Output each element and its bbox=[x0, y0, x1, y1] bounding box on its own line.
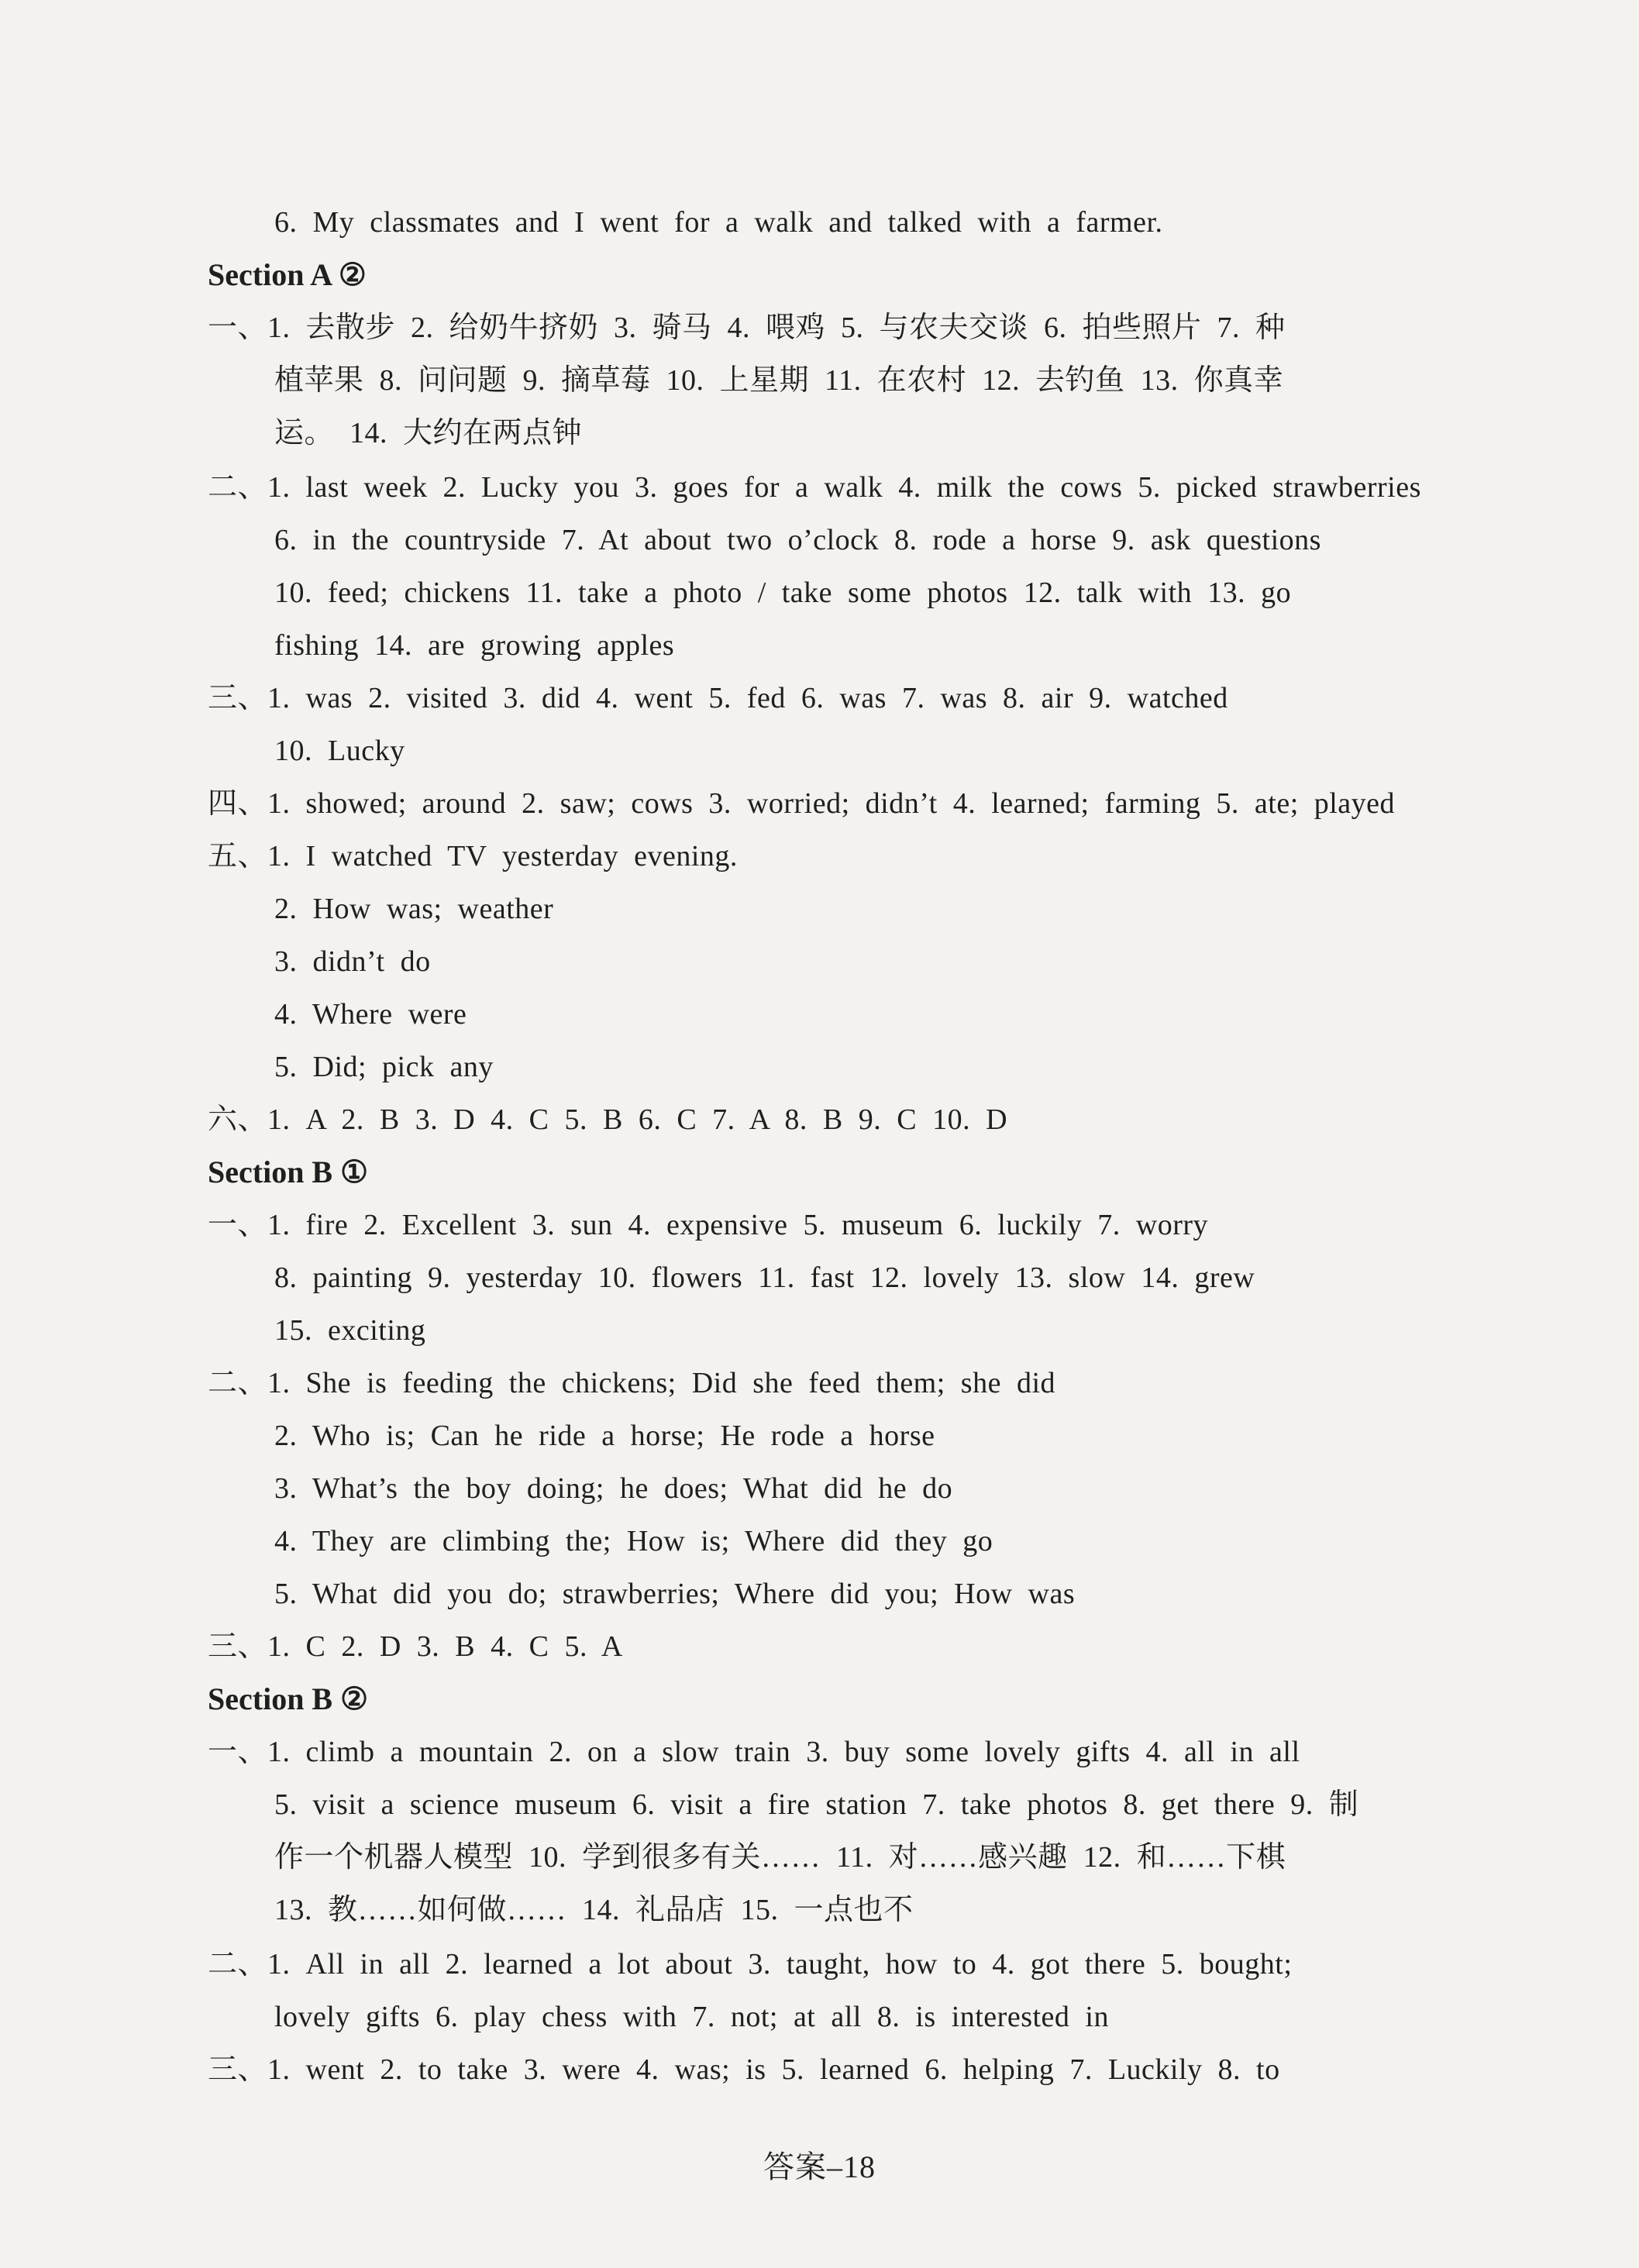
text-line: 六、1. A 2. B 3. D 4. C 5. B 6. C 7. A 8. B 9. C 10. D bbox=[208, 1103, 1008, 1136]
text-line: 一、1. climb a mountain 2. on a slow train 3. buy some lovely gifts 4. all in all bbox=[208, 1736, 1300, 1768]
text-line: 5. visit a science museum 6. visit a fire station 7. take photos 8. get there 9. 制 bbox=[274, 1788, 1359, 1821]
text-line: fishing 14. are growing apples bbox=[274, 629, 675, 662]
text-line: 5. What did you do; strawberries; Where did you; How was bbox=[274, 1578, 1076, 1610]
text-line: 运。 14. 大约在两点钟 bbox=[274, 417, 583, 449]
text-line: 10. feed; chickens 11. take a photo / take some photos 12. talk with 13. go bbox=[274, 576, 1292, 609]
text-line: lovely gifts 6. play chess with 7. not; at all 8. is interested in bbox=[274, 2001, 1109, 2033]
section-heading: Section B ② bbox=[208, 1681, 368, 1716]
text-line: 五、1. I watched TV yesterday evening. bbox=[208, 840, 738, 872]
text-line: 二、1. She is feeding the chickens; Did she feed them; she did bbox=[208, 1367, 1056, 1399]
text-line: 3. didn’t do bbox=[274, 945, 431, 978]
text-line: 二、1. All in all 2. learned a lot about 3. taught, how to 4. got there 5. bought; bbox=[208, 1948, 1293, 1981]
text-line: 四、1. showed; around 2. saw; cows 3. worried; didn’t 4. learned; farming 5. ate; played bbox=[208, 787, 1396, 820]
text-line: 三、1. was 2. visited 3. did 4. went 5. fed 6. was 7. was 8. air 9. watched bbox=[208, 682, 1228, 714]
text-line: 15. exciting bbox=[274, 1314, 426, 1347]
text-line: 8. painting 9. yesterday 10. flowers 11. fast 12. lovely 13. slow 14. grew bbox=[274, 1261, 1255, 1294]
text-line: 三、1. C 2. D 3. B 4. C 5. A bbox=[208, 1630, 623, 1663]
text-line: 13. 教……如何做…… 14. 礼品店 15. 一点也不 bbox=[274, 1894, 914, 1926]
section-heading: Section A ② bbox=[208, 257, 367, 292]
text-line: 6. My classmates and I went for a walk and talked with a farmer. bbox=[274, 206, 1163, 239]
text-line: 作一个机器人模型 10. 学到很多有关…… 11. 对……感兴趣 12. 和……下棋 bbox=[274, 1841, 1286, 1874]
text-line: 三、1. went 2. to take 3. were 4. was; is 5. learned 6. helping 7. Luckily 8. to bbox=[208, 2053, 1280, 2086]
text-line: 4. Where were bbox=[274, 998, 467, 1031]
text-line: 6. in the countryside 7. At about two o’clock 8. rode a horse 9. ask questions bbox=[274, 524, 1321, 556]
text-line: 3. What’s the boy doing; he does; What did he do bbox=[274, 1472, 953, 1505]
text-line: 一、1. 去散步 2. 给奶牛挤奶 3. 骑马 4. 喂鸡 5. 与农夫交谈 6. 拍些照片 7. 种 bbox=[208, 311, 1286, 344]
page-number: 答案–18 bbox=[763, 2149, 876, 2184]
text-line: 10. Lucky bbox=[274, 735, 405, 767]
text-line: 4. They are climbing the; How is; Where did they go bbox=[274, 1525, 993, 1557]
text-line: 植苹果 8. 问问题 9. 摘草莓 10. 上星期 11. 在农村 12. 去钓鱼 13. 你真幸 bbox=[274, 364, 1284, 397]
text-line: 2. How was; weather bbox=[274, 893, 554, 925]
text-line: 二、1. last week 2. Lucky you 3. goes for a walk 4. milk the cows 5. picked strawberries bbox=[208, 471, 1421, 504]
text-line: 2. Who is; Can he ride a horse; He rode a horse bbox=[274, 1420, 935, 1452]
text-line: 一、1. fire 2. Excellent 3. sun 4. expensive 5. museum 6. luckily 7. worry bbox=[208, 1209, 1209, 1241]
section-heading: Section B ① bbox=[208, 1155, 368, 1189]
text-line: 5. Did; pick any bbox=[274, 1051, 494, 1083]
